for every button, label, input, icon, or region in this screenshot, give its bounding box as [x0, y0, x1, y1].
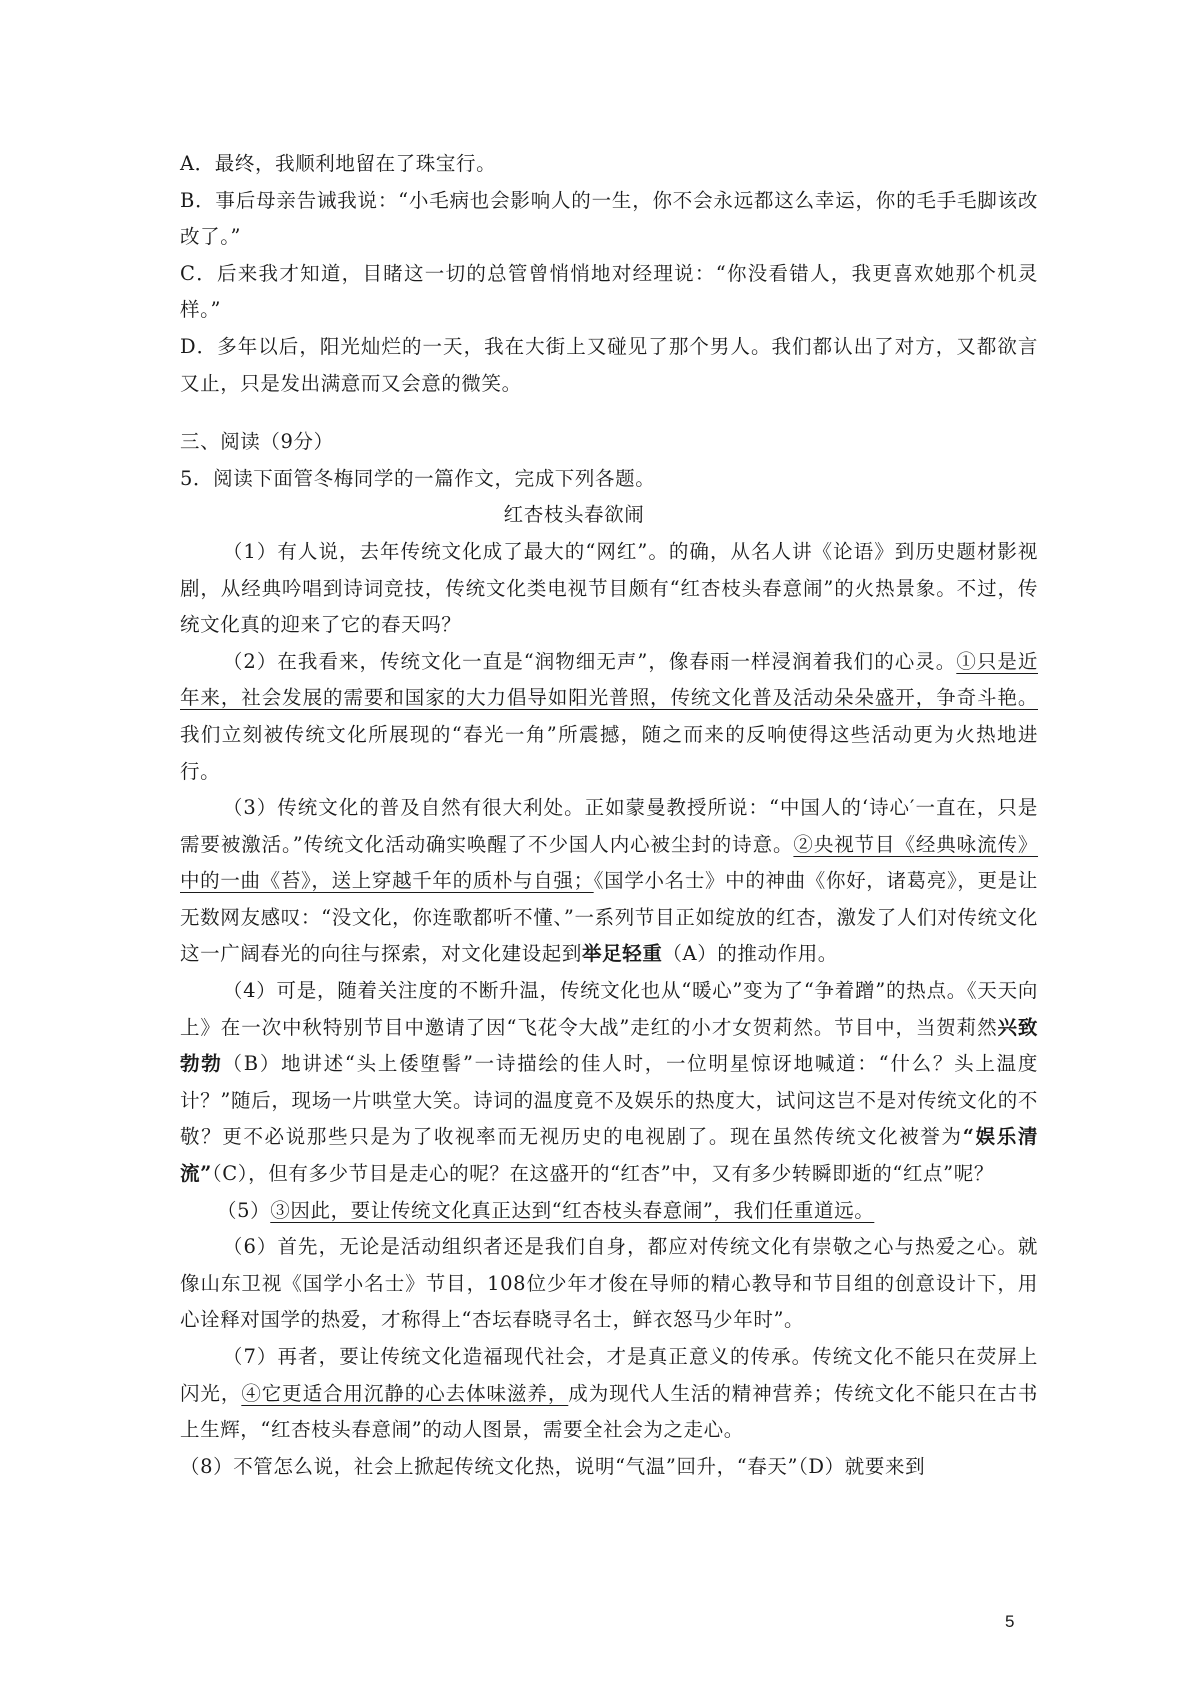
- underlined-sentence-4: ④它更适合用沉静的心去体味滋养，: [241, 1381, 569, 1405]
- paragraph-text: （3）传统文化的普及自然有很大利处。正如蒙曼教授所说：“中国人的‘诗心′一直在，只是需要被激活。”传统文化活动确实唤醒了不少国人内心被尘封的诗意。: [180, 796, 1038, 856]
- option-c: C．后来我才知道，目睹这一切的总管曾悄悄地对经理说：“你没看错人，我更喜欢她那个机灵样。”: [180, 261, 1038, 322]
- paragraph-text: （A）的推动作用。: [662, 942, 838, 966]
- paragraph-text: 成为现代人生活的精神营养；传统文化不能只在古书上生辉，“红杏枝头春意闹”的动人图景，需要全社会为之走心。: [180, 1381, 1038, 1442]
- paragraph-text: 我们立刻被传统文化所展现的“春光一角”所震撼，随之而来的反响使得这些活动更为火热地进行。: [180, 722, 1038, 783]
- underlined-sentence-3: ③因此，要让传统文化真正达到“红杏枝头春意闹”，我们任重道远。: [270, 1198, 875, 1222]
- bold-term-a: 举足轻重: [582, 942, 663, 966]
- essay-paragraph-1: （1）有人说，去年传统文化成了最大的“网红”。的确，从名人讲《论语》到历史题材影视剧，从经典吟唱到诗词竞技，传统文化类电视节目颇有“红杏枝头春意闹”的火热景象。不过，传统文化真的迎来了它的春天吗？: [180, 539, 1038, 637]
- paragraph-text: （B）地讲述“头上倭堕髻”一诗描绘的佳人时，一位明星惊讶地喊道：“什么？头上温度计？”随后，现场一片哄堂大笑。诗词的温度竟不及娱乐的热度大，试问这岂不是对传统文化的不敬？更不必说那些只是为了收视率而无视历史的电视剧了。现在虽然传统文化被誉为: [180, 1052, 1038, 1149]
- option-b: B．事后母亲告诫我说：“小毛病也会影响人的一生，你不会永远都这么幸运，你的毛手毛脚该改改了。”: [180, 188, 1038, 249]
- essay-title: 红杏枝头春欲闹: [503, 503, 645, 527]
- underlined-sentence-2: ②央视节目《经典咏流传》中的一曲《苔》，送上穿越千年的质朴与自强；: [180, 832, 1039, 893]
- essay-paragraph-3: [180, 790, 1038, 973]
- essay-paragraph-6: （6）首先，无论是活动组织者还是我们自身，都应对传统文化有崇敬之心与热爱之心。就像山东卫视《国学小名士》节目，108位少年才俊在导师的精心教导和节目组的创意设计下，用心诠释对国学的热爱，才称得上“杏坛春晓寻名士，鲜衣怒马少年时”。: [180, 1235, 1038, 1332]
- bold-term-b: 兴致勃勃: [180, 1015, 1038, 1076]
- paragraph-text: （C），但有多少节目是走心的呢？在这盛开的“红杏”中，又有多少转瞬即逝的“红点”呢？: [211, 1162, 994, 1186]
- spacer: [180, 402, 1038, 424]
- paragraph-text: （2）在我看来，传统文化一直是“润物细无声”，像春雨一样浸润着我们的心灵。: [222, 649, 957, 673]
- essay-paragraph-5: [180, 1193, 1038, 1230]
- paragraph-text: 《国学小名士》中的神曲《你好，诸葛亮》，更是让无数网友感叹：“没文化，你连歌都听不懂、”一系列节目正如绽放的红杏，激发了人们对传统文化这一广阔春光的向往与探索，对文化建设起到: [180, 869, 1038, 966]
- underlined-sentence-1: ①只是近年来，社会发展的需要和国家的大力倡导如阳光普照，传统文化普及活动朵朵盛开，争奇斗艳。: [180, 649, 1038, 710]
- essay-paragraph-2: [180, 644, 1038, 790]
- bold-term-c: “娱乐清流”: [180, 1125, 1038, 1186]
- page-content: [180, 146, 1038, 1485]
- option-a: A．最终，我顺利地留在了珠宝行。: [180, 152, 497, 175]
- page-number: 5: [1005, 1612, 1015, 1631]
- paragraph-text: （5）: [217, 1198, 271, 1222]
- essay-paragraph-8: （8）不管怎么说，社会上掀起传统文化热，说明“气温”回升，“春天”（D）就要来到: [180, 1454, 926, 1478]
- section-heading: 三、阅读（9分）: [180, 430, 334, 454]
- paragraph-text: （7）再者，要让传统文化造福现代社会，才是真正意义的传承。传统文化不能只在荧屏上闪光，: [180, 1345, 1038, 1405]
- option-d: D．多年以后，阳光灿烂的一天，我在大街上又碰见了那个男人。我们都认出了对方，又都欲言又止，只是发出满意而又会意的微笑。: [180, 334, 1038, 395]
- essay-paragraph-4: [180, 973, 1038, 1193]
- question-prompt: 5．阅读下面管冬梅同学的一篇作文，完成下列各题。: [180, 466, 656, 490]
- essay-paragraph-7: [180, 1339, 1038, 1449]
- paragraph-text: （4）可是，随着关注度的不断升温，传统文化也从“暖心”变为了“争着蹭”的热点。《天天向上》在一次中秋特别节目中邀请了因“飞花令大战”走红的小才女贺莉然。节目中，当贺莉然: [180, 979, 1038, 1039]
